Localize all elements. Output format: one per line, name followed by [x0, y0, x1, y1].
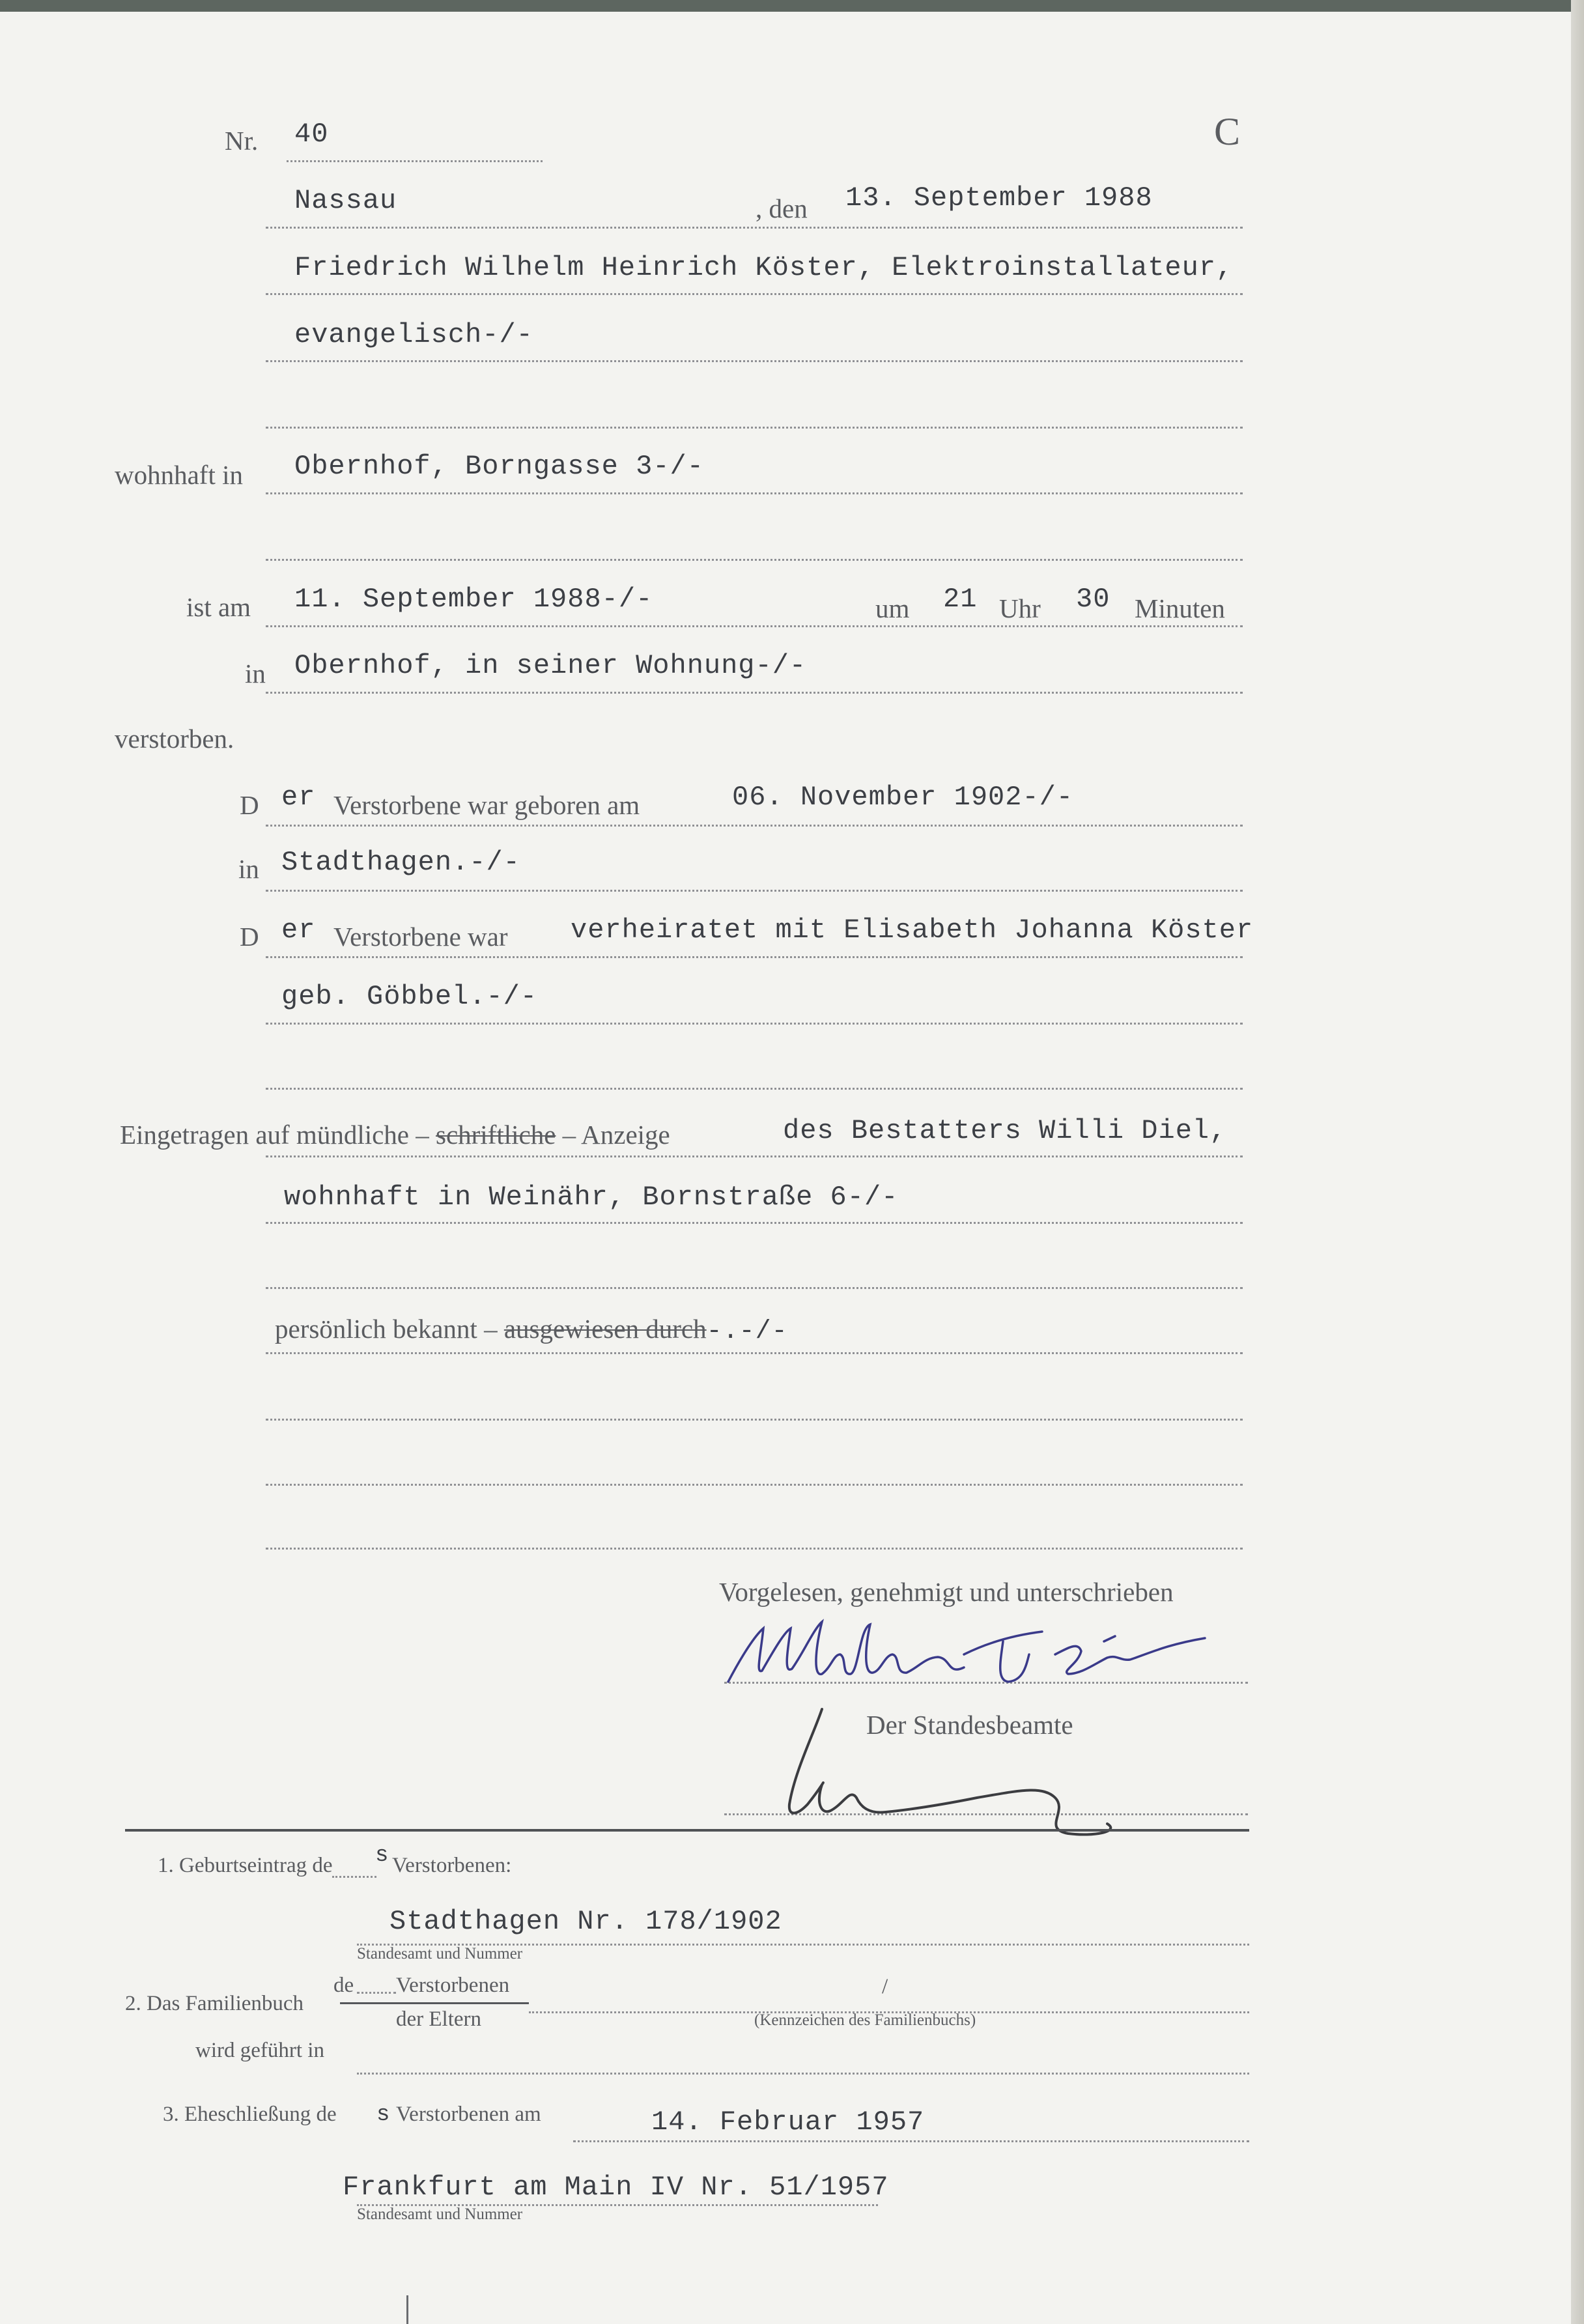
identity-known: persönlich bekannt –	[275, 1314, 498, 1344]
um-label: um	[875, 593, 910, 623]
read-approved-signed: Vorgelesen, genehmigt und unterschrieben	[719, 1577, 1174, 1607]
footer-birth-entry: Stadthagen Nr. 178/1902	[389, 1906, 782, 1937]
section-divider	[125, 1829, 1249, 1832]
death-hour: 21	[943, 584, 978, 615]
nr-value: 40	[294, 119, 329, 150]
footer-item3-s: s	[376, 2103, 391, 2127]
footer-item2-gefuehrt: wird geführt in	[195, 2039, 324, 2062]
birth-date: 06. November 1902-/-	[732, 782, 1074, 813]
residence-value: Obernhof, Borngasse 3-/-	[294, 451, 704, 482]
footer-item2-de-dots	[357, 1992, 396, 1994]
identity-struck: ausgewiesen durch	[503, 1314, 707, 1344]
birth-place-label: in	[238, 854, 259, 884]
informant-signature	[728, 1622, 1205, 1682]
footer-marriage-date: 14. Februar 1957	[651, 2106, 925, 2138]
verstorben-label: verstorben.	[115, 724, 234, 754]
record-date: 13. September 1988	[845, 182, 1153, 214]
person-religion: evangelisch-/-	[294, 319, 533, 350]
death-date: 11. September 1988-/-	[294, 584, 653, 615]
residence-label: wohnhaft in	[115, 460, 243, 490]
footer-item3-suffix: Verstorbenen am	[396, 2103, 541, 2126]
marital-label: Verstorbene war	[333, 922, 508, 952]
marital-status: verheiratet mit Elisabeth Johanna Köster	[571, 914, 1254, 946]
footer-item1-dots	[332, 1876, 376, 1878]
footer-item2-divider	[340, 2002, 529, 2004]
footer-standesamt-label-2: Standesamt und Nummer	[357, 2205, 523, 2223]
identity-suffix: -.-/-	[706, 1317, 788, 1346]
nr-label: Nr.	[225, 126, 259, 156]
minuten-label: Minuten	[1135, 593, 1225, 623]
footer-item1-label: 1. Geburtseintrag de	[158, 1854, 333, 1877]
birth-label: Verstorbene war geboren am	[333, 790, 640, 820]
marital-er-typed: er	[281, 914, 316, 946]
footer-kennzeichen-label: (Kennzeichen des Familienbuchs)	[754, 2011, 976, 2029]
uhr-label: Uhr	[999, 593, 1041, 623]
den-label: , den	[756, 193, 808, 223]
footer-item3-label: 3. Eheschließung de	[163, 2103, 337, 2126]
registrar-signature	[789, 1709, 1110, 1835]
footer-gefuehrt-line	[357, 2073, 1249, 2075]
footer-item1-suffix: Verstorbenen:	[392, 1854, 512, 1877]
registration-informant-address: wohnhaft in Weinähr, Bornstraße 6-/-	[284, 1182, 899, 1213]
footer-item2-label: 2. Das Familienbuch	[125, 1992, 304, 2015]
registration-label-start: Eingetragen auf mündliche –	[120, 1120, 429, 1150]
footer-item2-slash: /	[882, 1975, 888, 1998]
bottom-tick-mark	[406, 2295, 408, 2324]
registration-informant: des Bestatters Willi Diel,	[783, 1115, 1227, 1146]
death-place: Obernhof, in seiner Wohnung-/-	[294, 650, 807, 681]
footer-marriage-entry: Frankfurt am Main IV Nr. 51/1957	[343, 2172, 889, 2203]
footer-item1-s: s	[375, 1843, 389, 1868]
footer-item2-verstorbenen: Verstorbenen	[396, 1974, 510, 1997]
registration-label-struck: schriftliche	[436, 1120, 556, 1150]
registrar-label: Der Standesbeamte	[866, 1710, 1073, 1740]
registration-label-end: – Anzeige	[562, 1120, 670, 1150]
death-date-label: ist am	[186, 592, 251, 622]
footer-item2-eltern: der Eltern	[396, 2007, 482, 2031]
footer-item2-de: de	[333, 1974, 354, 1997]
place-value: Nassau	[294, 185, 397, 216]
person-name-occupation: Friedrich Wilhelm Heinrich Köster, Elektroinstallateur,	[294, 252, 1234, 283]
birth-er-typed: er	[281, 782, 316, 813]
footer-standesamt-label-1: Standesamt und Nummer	[357, 1945, 523, 1963]
birth-d-label: D	[240, 790, 259, 820]
section-letter: C	[1214, 110, 1241, 153]
death-minute: 30	[1076, 584, 1110, 615]
birth-place: Stadthagen.-/-	[281, 847, 520, 878]
marital-maiden-name: geb. Göbbel.-/-	[281, 981, 538, 1012]
death-place-label: in	[245, 659, 266, 688]
marital-d-label: D	[240, 922, 259, 952]
footer-marriage-date-line	[573, 2140, 1249, 2142]
